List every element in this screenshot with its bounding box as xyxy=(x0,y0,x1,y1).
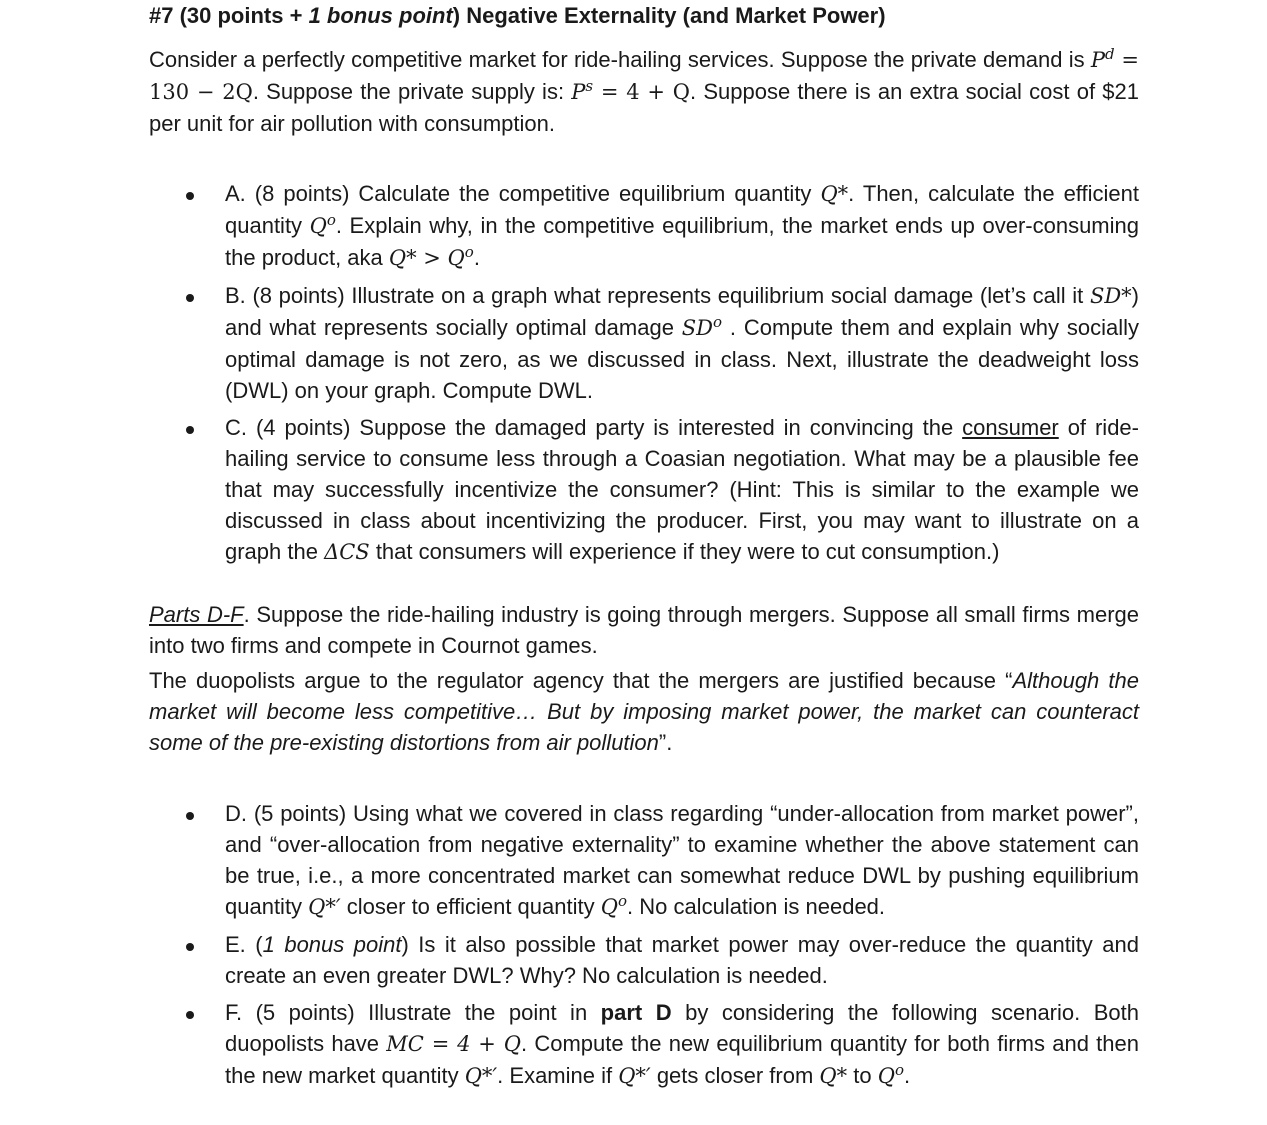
parts-a-c-list xyxy=(149,178,1139,568)
bullet-icon xyxy=(186,426,194,434)
part-a-item: A. (8 points) Calculate the competitive equilibrium quantity Q*. Then, calculate the efficient quantity $Q^o$. Explain why, in the competitive equilibrium, the market ends up over-consuming the product, aka $Q* > Q^o$. xyxy=(149,178,1139,274)
part-b-item: B. (8 points) Illustrate on a graph what represents equilibrium social damage (let’s call it SD*) and what represents socially optimal damage $SD^o$ . Compute them and explain why socially optimal damage is not zero, as we discussed in class. Next, illustrate the deadweight loss (DWL) on your graph. Compute DWL. xyxy=(149,280,1139,406)
bullet-icon xyxy=(186,294,194,302)
bullet-icon xyxy=(186,943,194,951)
part-e-item: E. (1 bonus point) Is it also possible that market power may over-reduce the quantity and create an even greater DWL? Why? No calculation is needed. xyxy=(149,929,1139,991)
part-c-item: C. (4 points) Suppose the damaged party is interested in convincing the consumer of ride-hailing service to consume less through a Coasian negotiation. What may be a plausible fee that may successfully incentivize the consumer? (Hint: This is similar to the example we discussed in class about incentivizing the producer. First, you may want to illustrate on a graph the ΔCS that consumers will experience if they were to cut consumption.) xyxy=(149,412,1139,568)
question-heading: #7 (30 points + 1 bonus point) Negative Externality (and Market Power) xyxy=(149,3,886,28)
bullet-icon xyxy=(186,1011,194,1019)
part-f-item: F. (5 points) Illustrate the point in part D by considering the following scenario. Both duopolists have MC = 4 + Q. Compute the new equilibrium quantity for both firms and then the new market quantity Q*′. Examine if Q*′ gets closer from Q* to $Q^o$. xyxy=(149,997,1139,1092)
parts-df-intro: Parts D-F. Suppose the ride-hailing industry is going through mergers. Suppose all small firms merge into two firms and compete in Cournot games. xyxy=(149,602,1139,658)
intro-paragraph: Consider a perfectly competitive market for ride-hailing services. Suppose the private demand is $P^d = 130 - 2Q$. Suppose the private supply is: $P^s = 4 + Q$. Suppose there is an extra social cost of $21 per unit for air pollution with consumption. xyxy=(149,45,1139,136)
duopolists-argument: The duopolists argue to the regulator agency that the mergers are justified because “Although the market will become less competitive… But by imposing market power, the market can counteract some of the pre-existing distortions from air pollution”. xyxy=(149,668,1139,755)
bullet-icon xyxy=(186,192,194,200)
part-d-item: D. (5 points) Using what we covered in class regarding “under-allocation from market power”, and “over-allocation from negative externality” to examine whether the above statement can be true, i.e., a more concentrated market can somewhat reduce DWL by pushing equilibrium quantity Q*′ closer to efficient quantity $Q^o$. No calculation is needed. xyxy=(149,798,1139,923)
bullet-icon xyxy=(186,812,194,820)
parts-d-f-list xyxy=(149,798,1139,1092)
